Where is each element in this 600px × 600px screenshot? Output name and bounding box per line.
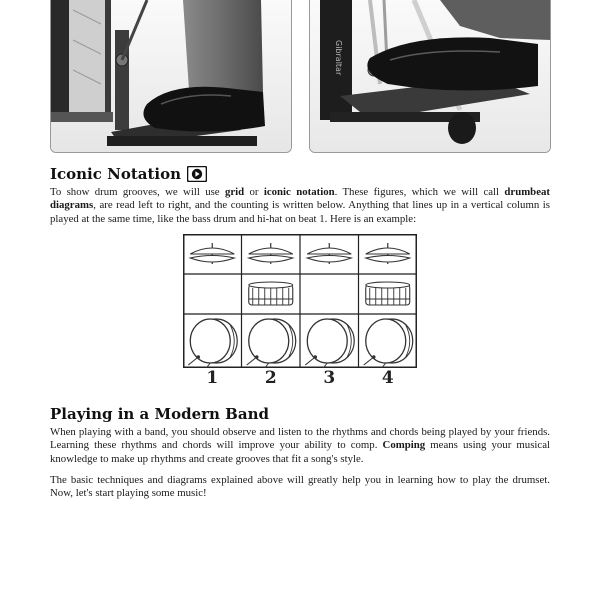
hihat-icon — [249, 243, 293, 264]
brand-text: Gibraltar — [334, 40, 343, 76]
beat-count-row — [183, 368, 417, 392]
term-iconic-notation: iconic notation — [263, 186, 335, 198]
play-button-icon[interactable] — [187, 166, 207, 182]
bass-drum-icon — [188, 319, 237, 368]
bass-drum-icon — [364, 319, 413, 368]
snare-drum-icon — [366, 282, 410, 305]
hihat-icon — [366, 243, 410, 264]
hihat-icon — [190, 243, 234, 264]
beat-count-2: 2 — [264, 368, 277, 388]
section-title-iconic-notation — [50, 165, 207, 183]
term-comping: Comping — [382, 439, 426, 452]
hihat-icon — [307, 243, 351, 264]
intro-paragraph: To show drum grooves, we will use grid or iconic notation. These figures, which we will call drumbeat diagrams, are read left to right, and the counting is written below. Anything that lines up in a vertical column is played at the same time, like the bass drum and hi-hat on beat 1. Here is an example: — [50, 186, 550, 225]
hi-hat-pedal-photo — [309, 0, 551, 153]
beat-count-1: 1 — [206, 368, 219, 388]
bass-drum-icon — [247, 319, 296, 368]
drumbeat-diagram — [183, 234, 417, 368]
bass-drum-pedal-photo — [50, 0, 292, 153]
section-title-modern-band: Playing in a Modern Band — [50, 405, 269, 423]
section-title-text: Iconic Notation — [50, 165, 182, 183]
beat-count-4: 4 — [381, 368, 394, 388]
snare-drum-icon — [249, 282, 293, 305]
beat-count-3: 3 — [323, 368, 336, 388]
bass-drum-icon — [305, 319, 354, 368]
term-grid: grid — [224, 186, 245, 198]
term-drumbeat-diagrams: drumbeat diagrams — [50, 186, 550, 212]
band-paragraph: When playing with a band, you should observe and listen to the rhythms and chords being played by your friends. Learning these rhythms and chords will improve your ability to comp. Comping means using your musical knowledge to make up rhythms and create grooves that fit a song's style. — [50, 426, 550, 465]
closing-paragraph: The basic techniques and diagrams explained above will greatly help you in learning how to play the drumset. Now, let's start playing some music! — [50, 474, 550, 500]
